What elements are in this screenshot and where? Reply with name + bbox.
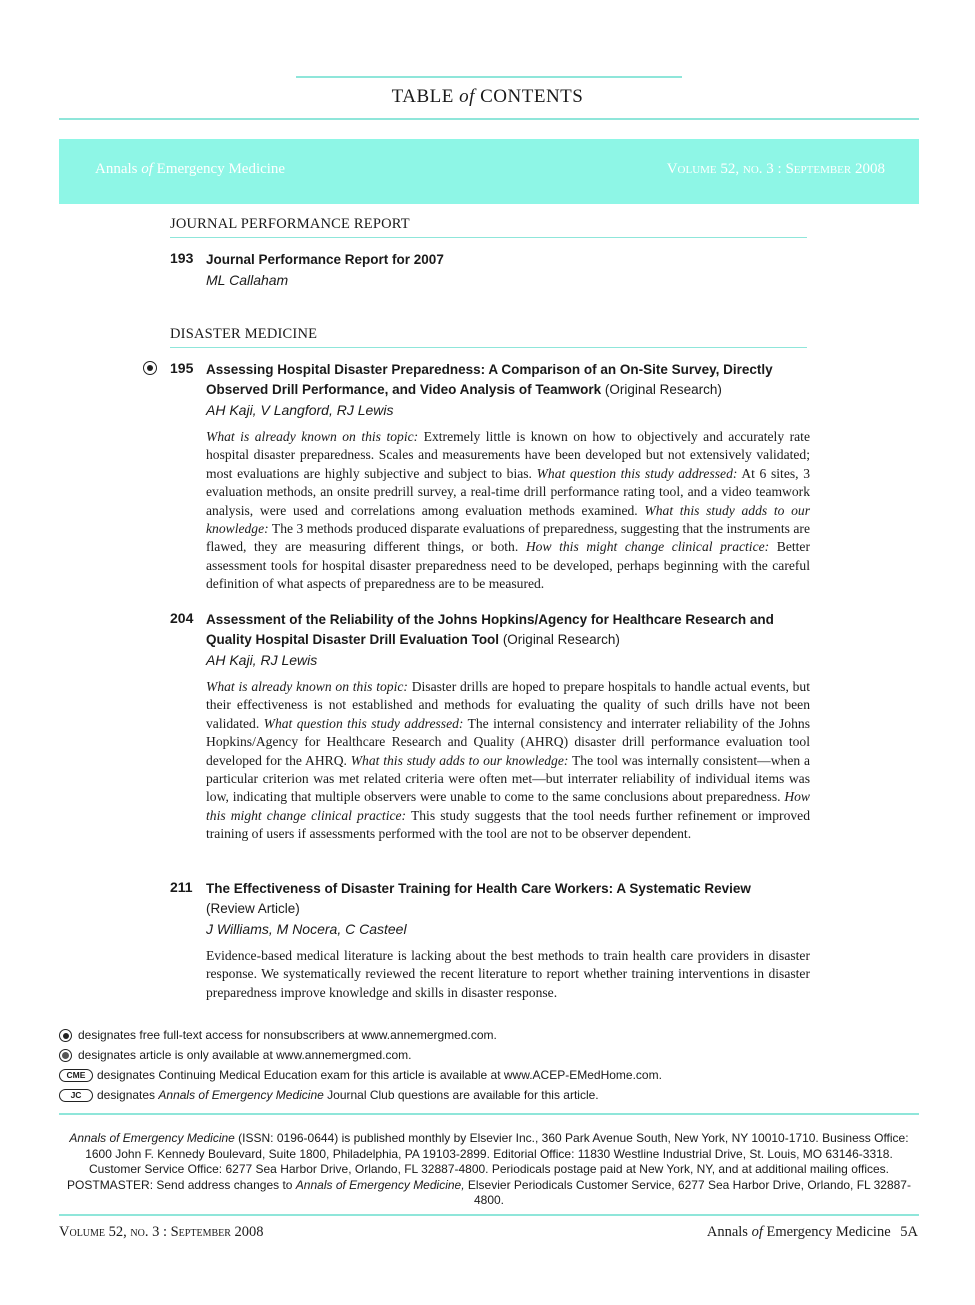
article-title[interactable]: The Effectiveness of Disaster Training for Health Care Workers: A Systematic Review (Review Article): [206, 881, 751, 916]
article-authors: ML Callaham: [206, 272, 289, 288]
banner-issue: Volume 52, no. 3 : September 2008: [666, 161, 885, 177]
legend-online-only: designates article is only available at www.annemergmed.com.: [59, 1048, 412, 1062]
free-access-icon: [59, 1029, 72, 1042]
article-entry[interactable]: [170, 360, 810, 594]
article-title[interactable]: Journal Performance Report for 2007: [206, 252, 444, 267]
article-authors: AH Kaji, V Langford, RJ Lewis: [206, 402, 394, 418]
article-page-number: 204: [170, 610, 194, 626]
footer-issue: Volume 52, no. 3 : September 2008: [59, 1224, 264, 1240]
article-entry[interactable]: [170, 879, 810, 1002]
article-authors: AH Kaji, RJ Lewis: [206, 652, 318, 668]
section-heading: DISASTER MEDICINE: [170, 326, 318, 342]
article-authors: J Williams, M Nocera, C Casteel: [206, 921, 407, 937]
section-rule: [170, 347, 807, 348]
footer-rule: [59, 1214, 919, 1216]
online-only-icon: [59, 1049, 72, 1062]
footer-journal: Annals of Emergency Medicine 5A: [706, 1224, 918, 1240]
free-access-icon: [143, 361, 157, 375]
article-page-number: 193: [170, 250, 194, 266]
legend-cme: CME designates Continuing Medical Education exam for this article is available at www.ACEP-EMedHome.com.: [59, 1068, 662, 1082]
article-abstract: What is already known on this topic: Extremely little is known on how to objectively and accurately rate hospital disaster preparedness. Scales and measurements have been developed but not extensively validated; most evaluations are highly subjective and subject to bias. What question this study addressed: At 6 sites, 3 evaluation methods, an onsite predrill survey, a real-time drill performance rating tool, and a video teamwork analysis, were used and correlations among evaluation methods examined. What this study adds to our knowledge: The 3 methods produced disparate evaluations of preparedness, suggesting that the instruments are flawed, they are measuring different things, or both. How this might change clinical practice: Better assessment tools for hospital disaster preparedness need to be developed, perhaps beginning with the careful definition of what aspects of preparedness are to be measured.: [206, 429, 810, 592]
article-abstract: Evidence-based medical literature is lacking about the best methods to train health care providers in disaster response. We systematically reviewed the recent literature to report whether training interventions in disaster preparedness improve knowledge and skills in disaster response.: [206, 948, 810, 1000]
publisher-top-rule: [59, 1113, 919, 1115]
footer-page-number: 5A: [900, 1224, 918, 1240]
header-bottom-rule: [59, 118, 919, 120]
journal-banner: [59, 139, 919, 204]
cme-icon: CME: [59, 1069, 93, 1082]
article-abstract: What is already known on this topic: Disaster drills are hoped to prepare hospitals to handle actual events, but their effectiveness is not established and methods for evaluating the quality of such drills have not been validated. What question this study addressed: The internal consistency and interrater reliability of the Johns Hopkins/Agency for Healthcare Research and Quality (AHRQ) disaster drill performance evaluation tool developed for the AHRQ. What this study adds to our knowledge: The tool was internally consistent—when a particular criterion was met related criteria were often met—but interrater reliability of individual items was low, indicating that multiple observers were unable to come to the same conclusions about preparedness. How this might change clinical practice: This study suggests that the tool needs further refinement or improved training of users if assessments performed with the tool are not to be observer dependent.: [206, 679, 810, 842]
legend-journal-club: JC designates Annals of Emergency Medicine Journal Club questions are available for this article.: [59, 1088, 599, 1102]
article-entry[interactable]: [170, 610, 810, 844]
article-title[interactable]: Assessing Hospital Disaster Preparedness: A Comparison of an On-Site Survey, Directly Observed Drill Performance, and Video Analysis of Teamwork (Original Research): [206, 362, 773, 397]
banner-journal-name: Annals of Emergency Medicine: [95, 161, 286, 177]
section-heading: JOURNAL PERFORMANCE REPORT: [170, 216, 410, 232]
article-title[interactable]: Assessment of the Reliability of the Johns Hopkins/Agency for Healthcare Research and Quality Hospital Disaster Drill Evaluation Tool (Original Research): [206, 612, 774, 647]
section-rule: [170, 237, 807, 238]
article-page-number: 211: [170, 879, 193, 895]
article-page-number: 195: [170, 360, 194, 376]
page-title: TABLE of CONTENTS: [391, 86, 584, 107]
publisher-statement: Annals of Emergency Medicine (ISSN: 0196-0644) is published monthly by Elsevier Inc., 360 Park Avenue South, New York, NY 10010-1710. Business Office: 1600 John F. Kennedy Boulevard, Suite 1800, Philadelphia, PA 19103-2899. Editorial Office: 11830 Westline Industrial Drive, St. Louis, MO 63146-3318. Customer Service Office: 6277 Sea Harbor Drive, Orlando, FL 32887-4800. Periodicals postage paid at New York, NY, and at additional mailing offices. POSTMASTER: Send address changes to Annals of Emergency Medicine, Elsevier Periodicals Customer Service, 6277 Sea Harbor Drive, Orlando, FL 32887-4800.: [67, 1131, 911, 1207]
article-entry[interactable]: [170, 250, 810, 290]
legend-free-access: designates free full-text access for nonsubscribers at www.annemergmed.com.: [59, 1028, 497, 1042]
journal-club-icon: JC: [59, 1089, 93, 1102]
header-top-rule: [296, 76, 682, 78]
